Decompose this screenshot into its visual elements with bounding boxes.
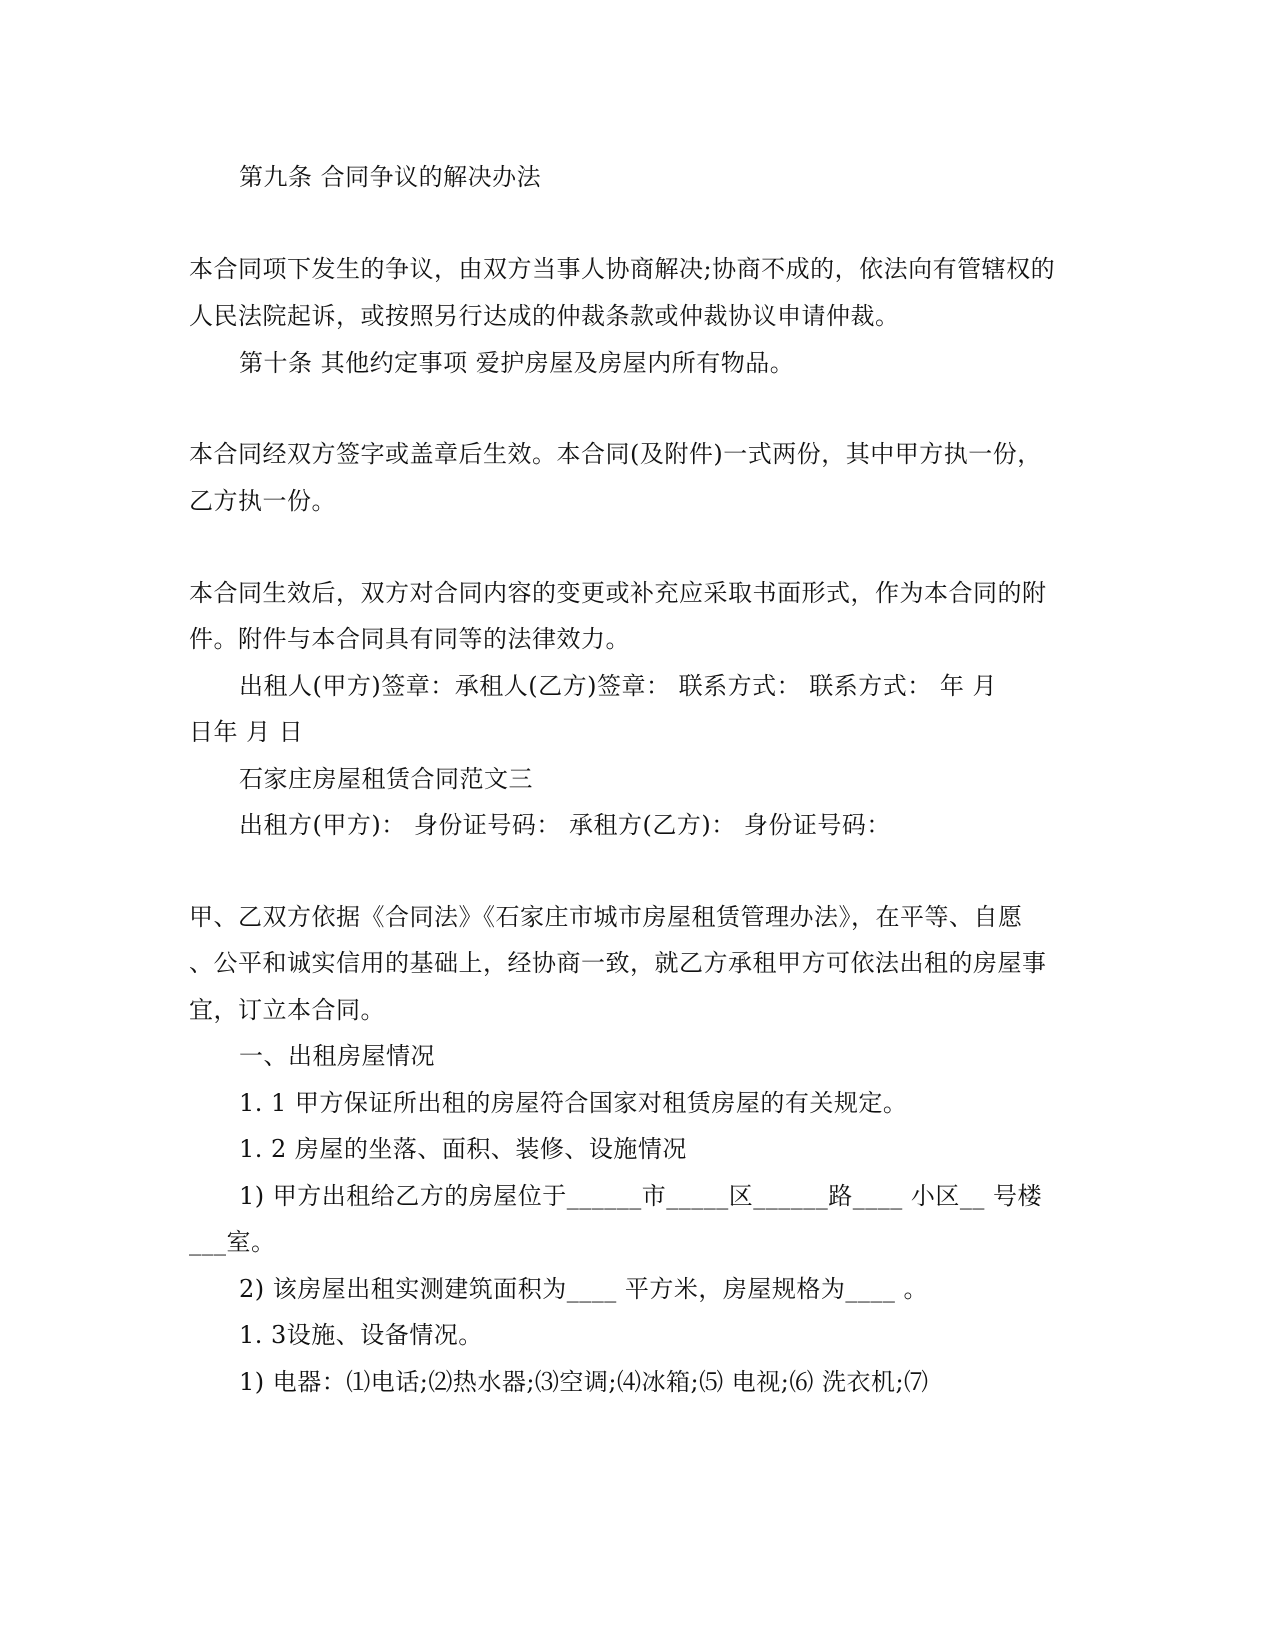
- article-9-heading: 第九条 合同争议的解决办法: [239, 163, 542, 191]
- section-title: 石家庄房屋租赁合同范文三: [239, 765, 533, 793]
- paragraph-line: 乙方执一份。: [189, 487, 336, 515]
- clause-item: 2) 该房屋出租实测建筑面积为____ 平方米，房屋规格为____ 。: [239, 1275, 929, 1303]
- paragraph-line: 宜，订立本合同。: [189, 996, 385, 1024]
- paragraph-line: 本合同经双方签字或盖章后生效。本合同(及附件)一式两份，其中甲方执一份，: [189, 440, 1042, 468]
- clause-item: 1) 甲方出租给乙方的房屋位于______市_____区______路____ 小区__ 号楼: [239, 1182, 1043, 1210]
- paragraph-line: 人民法院起诉，或按照另行达成的仲裁条款或仲裁协议申请仲裁。: [189, 302, 900, 330]
- clause-item: 1. 2 房屋的坐落、面积、装修、设施情况: [239, 1135, 687, 1163]
- date-line: 日年 月 日: [189, 718, 304, 746]
- paragraph-line: 本合同生效后，双方对合同内容的变更或补充应采取书面形式，作为本合同的附: [189, 579, 1047, 607]
- clause-heading: 一、出租房屋情况: [239, 1042, 435, 1070]
- clause-item: 1. 1 甲方保证所出租的房屋符合国家对租赁房屋的有关规定。: [239, 1089, 908, 1117]
- paragraph-line: 甲、乙双方依据《合同法》《石家庄市城市房屋租赁管理办法》，在平等、自愿: [189, 903, 1023, 931]
- clause-item: 1) 电器：⑴电话;⑵热水器;⑶空调;⑷冰箱;⑸ 电视;⑹ 洗衣机;⑺: [239, 1368, 929, 1396]
- paragraph-line: 件。附件与本合同具有同等的法律效力。: [189, 625, 630, 653]
- clause-item: 1. 3设施、设备情况。: [239, 1321, 483, 1349]
- paragraph-line: 本合同项下发生的争议，由双方当事人协商解决;协商不成的，依法向有管辖权的: [189, 255, 1056, 283]
- paragraph-line: 、公平和诚实信用的基础上，经协商一致，就乙方承租甲方可依法出租的房屋事: [189, 949, 1047, 977]
- signature-line: 出租人(甲方)签章：承租人(乙方)签章： 联系方式： 联系方式： 年 月: [239, 672, 997, 700]
- clause-item-continuation: ___室。: [189, 1228, 276, 1256]
- article-10-heading: 第十条 其他约定事项 爱护房屋及房屋内所有物品。: [239, 349, 795, 377]
- parties-line: 出租方(甲方)： 身份证号码： 承租方(乙方)： 身份证号码：: [239, 811, 891, 839]
